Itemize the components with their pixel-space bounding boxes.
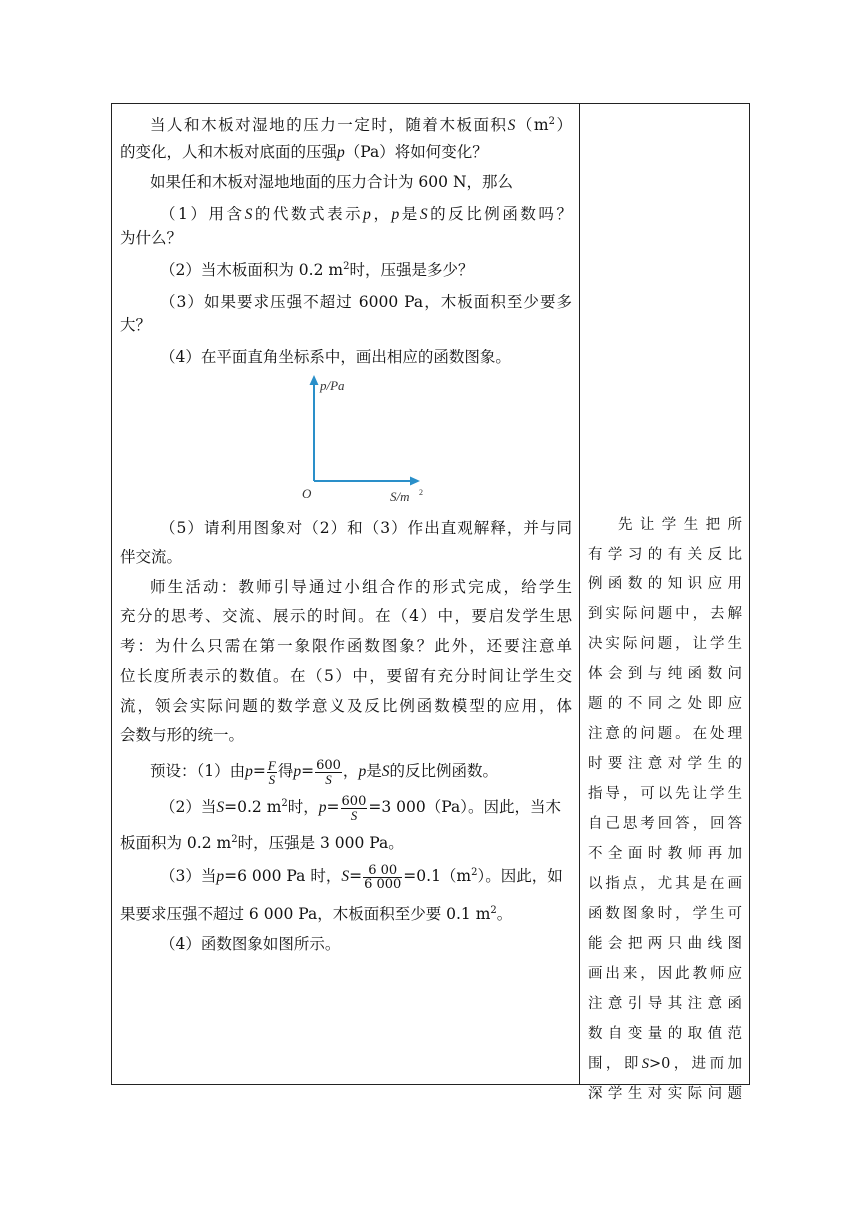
note-line: 数自变量的取值范 <box>588 1026 742 1042</box>
text-line: 会数与形的统一。 <box>120 726 245 744</box>
text-line: 为什么？ <box>120 229 183 247</box>
fraction: $\frac{F}{S}$ <box>267 757 276 787</box>
note-line: 有学习的有关反比 <box>588 547 742 563</box>
text-line: （3）如果要求压强不超过 6000 Pa，木板面积至少要多 <box>160 293 572 311</box>
note-line: 题的不同之处即应 <box>588 696 742 712</box>
text-line: （4）在平面直角坐标系中，画出相应的函数图象。 <box>160 348 511 366</box>
note-line: 画出来，因此教师应 <box>588 966 742 982</box>
note-line: 决实际问题，让学生 <box>588 636 742 652</box>
text-line: 果要求压强不超过 6 000 Pa，木板面积至少要 0.1 $m^2$。 <box>120 904 513 923</box>
note-line: 围，即S>0，进而加 <box>588 1056 743 1072</box>
notes-cell <box>580 104 750 1102</box>
content-cell <box>112 104 579 1084</box>
x-axis-label: S/m <box>390 489 410 504</box>
fraction: $\frac{6 00}{6 000}$ <box>364 862 402 892</box>
note-line: 能会把两只曲线图 <box>588 936 742 952</box>
text-line: 板面积为 0.2 $m^2$时，压强是 3 000 Pa。 <box>120 833 404 852</box>
text-line: 师生活动：教师引导通过小组合作的形式完成，给学生 <box>150 578 572 596</box>
note-line: 函数图象时，学生可 <box>588 906 742 922</box>
note-line: 例函数的知识应用 <box>588 576 742 592</box>
text-line: （3）当p=6 000 Pa 时，S= $\frac{6 00}{6 000}$ $=0.1(m^2)$。因此，如 <box>160 862 563 892</box>
y-axis-arrow <box>310 375 319 385</box>
text-line: （5）请利用图象对（2）和（3）作出直观解释，并与同 <box>160 519 572 537</box>
fraction: $\frac{600}{S}$ <box>341 793 367 823</box>
fraction: $\frac{600}{S}$ <box>316 757 341 787</box>
note-line: 指导，可以先让学生 <box>588 786 742 802</box>
note-line: 注意的问题。在处理 <box>588 726 742 742</box>
note-line: 自己思考回答，回答 <box>588 816 742 832</box>
note-line: 以指点，尤其是在画 <box>588 876 742 892</box>
text-line: 的变化，人和木板对底面的压强p（Pa）将如何变化？ <box>120 143 488 161</box>
x-axis-arrow <box>410 477 420 486</box>
note-line: 体会到与纯函数问 <box>588 666 742 682</box>
note-line: 先让学生把所 <box>618 517 742 533</box>
x-axis-label-sup: 2 <box>419 488 423 497</box>
text-line: （2）当木板面积为 0.2 $m^2$时，压强是多少？ <box>160 260 474 279</box>
note-line: 深学生对实际问题 <box>588 1086 742 1102</box>
text-line: 当人和木板对湿地的压力一定时，随着木板面积$S(m^2)$ <box>150 115 572 134</box>
note-line: 注意引导其注意函 <box>588 996 742 1012</box>
text-line: 考：为什么只需在第一象限作函数图象？此外，还要注意单 <box>120 637 572 655</box>
text-line: 预设：（1）由p= $\frac{F}{S}$ 得p= $\frac{600}{S}$ ，p是S的反比例函数。 <box>150 757 498 787</box>
lesson-table <box>111 103 750 1102</box>
text-line: 如果任和木板对湿地地面的压力合计为 600 N，那么 <box>150 173 514 191</box>
note-line: 到实际问题中，去解 <box>588 606 742 622</box>
note-line: 时要注意对学生的 <box>588 756 742 772</box>
text-line: （4）函数图象如图所示。 <box>160 935 341 953</box>
y-axis-label: p/Pa <box>320 378 345 393</box>
text-line: （1）用含S的代数式表示p，p是S的反比例函数吗？ <box>160 205 572 223</box>
coordinate-axes <box>302 369 442 504</box>
text-line: 伴交流。 <box>120 548 183 566</box>
text-line: （2）当S=0.2 $m^2$时，p= $\frac{600}{S}$ =3 000（Pa）。因此，当木 <box>160 793 561 823</box>
text-line: 充分的思考、交流、展示的时间。在（4）中，要启发学生思 <box>120 607 572 625</box>
origin-label: O <box>302 486 312 501</box>
text-line: 流，领会实际问题的数学意义及反比例函数模型的应用，体 <box>120 697 572 715</box>
text-line: 位长度所表示的数值。在（5）中，要留有充分时间让学生交 <box>120 667 572 685</box>
text-line: 大？ <box>120 316 152 334</box>
note-line: 不全面时教师再加 <box>588 846 742 862</box>
